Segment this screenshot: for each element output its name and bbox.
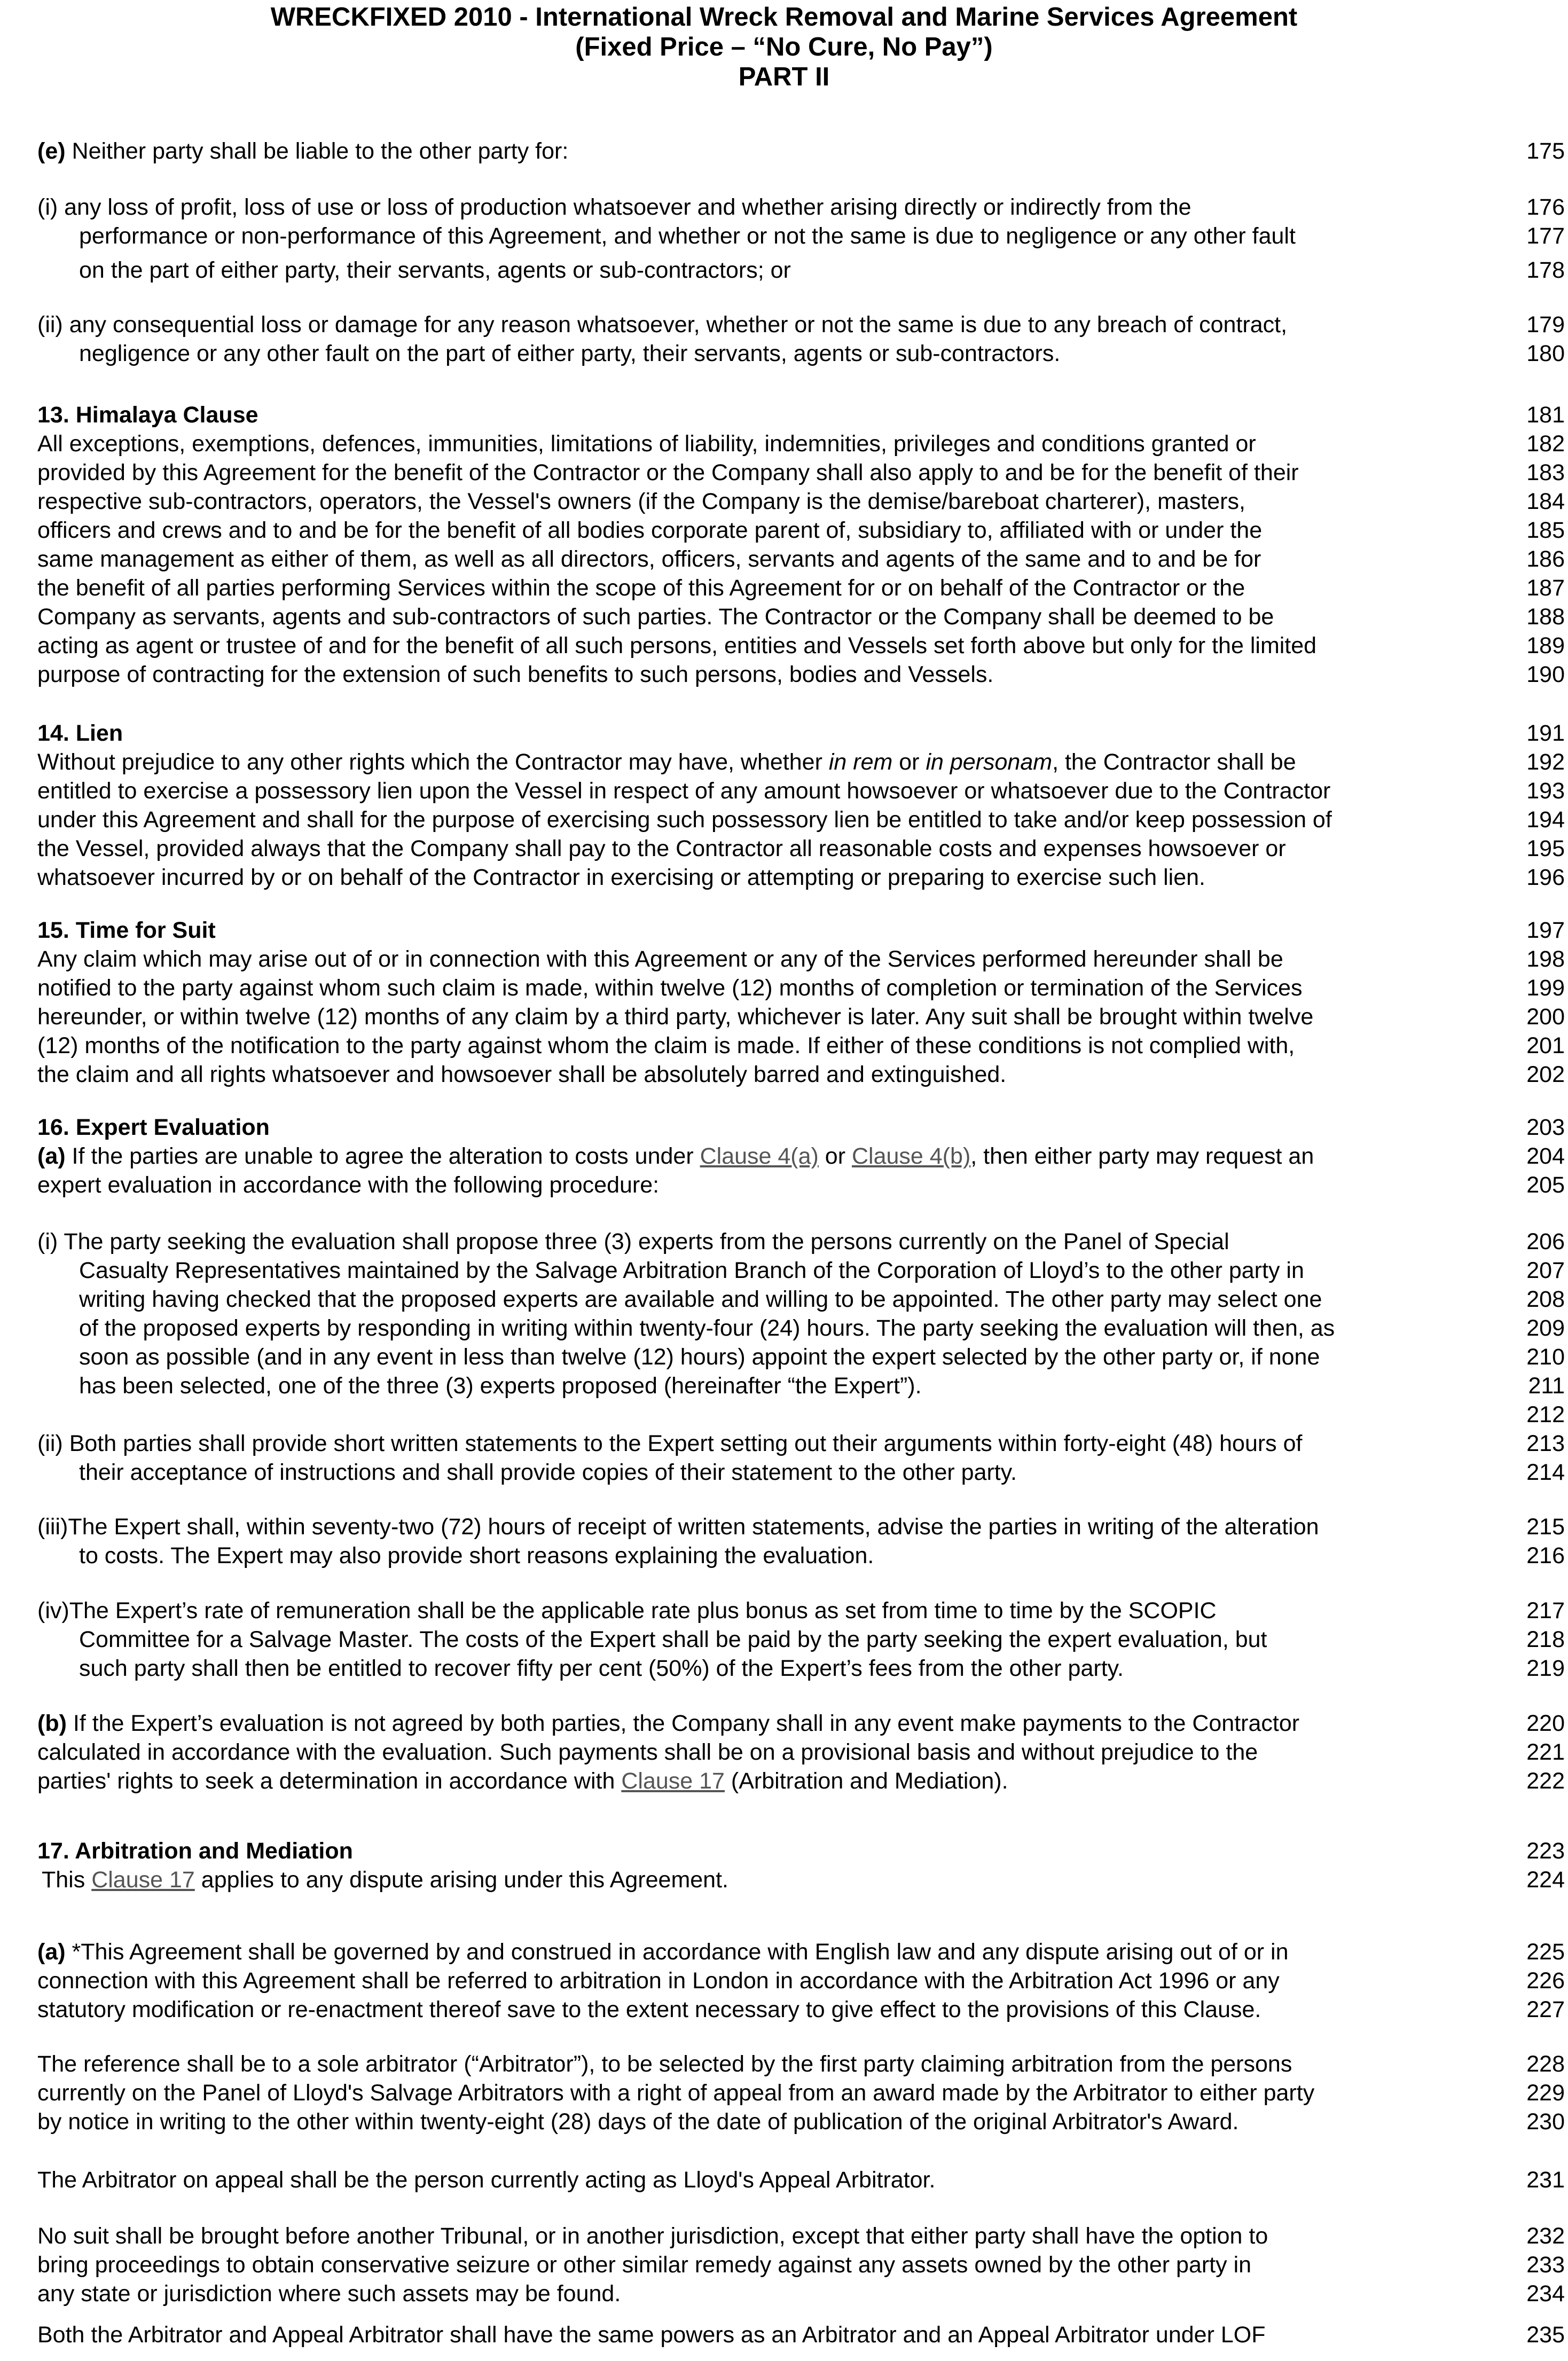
clause-15-line: hereunder, or within twelve (12) months of any claim by a third party, whichever is later. Any suit shall be brought within twelve [37,1004,1314,1030]
line-number: 235 [1526,2322,1565,2348]
clause-4b-link[interactable]: Clause 4(b) [852,1143,971,1169]
clause-17a-line: statutory modification or re-enactment thereof save to the extent necessary to give effect to the provisions of this Clause. [37,1997,1261,2022]
line-number: 233 [1526,2252,1565,2278]
line-number: 201 [1526,1033,1565,1058]
clause-13-heading: 13. Himalaya Clause [37,402,258,428]
clause-17a-text: *This Agreement shall be governed by and construed in accordance with English law and any dispute arising out of or in [65,1939,1289,1965]
clause-15-line: notified to the party against whom such claim is made, within twelve (12) months of completion or termination of the Services [37,975,1303,1001]
clause-13-line: officers and crews and to and be for the benefit of all bodies corporate parent of, subsidiary to, affiliated with or under the [37,517,1263,543]
clause-17a-line: connection with this Agreement shall be referred to arbitration in London in accordance with the Arbitration Act 1996 or any [37,1968,1280,1994]
clause-16b-label: (b) [37,1711,67,1736]
clause-14-in-rem: in rem [828,749,893,775]
clause-12e-ii-line: negligence or any other fault on the part of either party, their servants, agents or sub-contractors. [79,341,1061,366]
line-number: 212 [1526,1402,1565,1427]
clause-17-link[interactable]: Clause 17 [91,1867,195,1893]
clause-17a-line [37,1939,1517,1965]
clause-14-line: entitled to exercise a possessory lien upon the Vessel in respect of any amount howsoever or whatsoever due to the Contractor [37,778,1331,804]
line-number: 220 [1526,1711,1565,1736]
clause-14-line: whatsoever incurred by or on behalf of the Contractor in exercising or attempting or preparing to exercise such lien. [37,865,1205,890]
clause-16a-text: , then either party may request an [970,1143,1314,1169]
line-number: 215 [1526,1514,1565,1540]
line-number: 178 [1526,257,1565,283]
clause-16a-i-line: Casualty Representatives maintained by the Salvage Arbitration Branch of the Corporation of Lloyd’s to the other party in [79,1258,1304,1283]
clause-15-line: Any claim which may arise out of or in connection with this Agreement or any of the Services performed hereunder shall be [37,946,1283,972]
clause-16a-i-line: (i) The party seeking the evaluation shall propose three (3) experts from the persons currently on the Panel of Special [37,1229,1229,1254]
clause-16a-label: (a) [37,1143,66,1169]
line-number: 230 [1526,2109,1565,2135]
clause-16a-line: expert evaluation in accordance with the following procedure: [37,1172,660,1198]
line-number: 191 [1526,720,1565,746]
clause-16b-text: (Arbitration and Mediation). [724,1768,1008,1794]
line-number: 214 [1526,1460,1565,1485]
clause-12e-intro-text: Neither party shall be liable to the other party for: [65,138,569,164]
clause-13-line: Company as servants, agents and sub-contractors of such parties. The Contractor or the Company shall be deemed to be [37,604,1274,630]
line-number: 222 [1526,1768,1565,1794]
clause-4a-link[interactable]: Clause 4(a) [700,1143,819,1169]
clause-16a-i-line: writing having checked that the proposed experts are available and willing to be appointed. The other party may select one [79,1287,1322,1312]
line-number: 181 [1526,402,1565,428]
clause-13-line: All exceptions, exemptions, defences, immunities, limitations of liability, indemnities, privileges and conditions granted or [37,431,1256,457]
clause-17a-label: (a) [37,1939,66,1965]
clause-16a-iii-line: (iii)The Expert shall, within seventy-two (72) hours of receipt of written statements, advise the parties in writing of the alteration [37,1514,1319,1540]
clause-14-text: , the Contractor shall be [1052,749,1296,775]
clause-14-heading: 14. Lien [37,720,123,746]
line-number: 176 [1526,194,1565,220]
line-number: 198 [1526,946,1565,972]
clause-16a-ii-line: (ii) Both parties shall provide short written statements to the Expert setting out their arguments within forty-eight (48) hours of [37,1431,1303,1456]
clause-14-text: Without prejudice to any other rights which the Contractor may have, whether [37,749,829,775]
document-subtitle: (Fixed Price – “No Cure, No Pay”) [575,33,993,61]
clause-15-line: (12) months of the notification to the party against whom the claim is made. If either of these conditions is not complied with, [37,1033,1295,1058]
clause-16a-iv-line: Committee for a Salvage Master. The costs of the Expert shall be paid by the party seeking the expert evaluation, but [79,1627,1267,1652]
clause-13-line: same management as either of them, as well as all directors, officers, servants and agents of the same and to and be for [37,546,1261,572]
line-number: 184 [1526,489,1565,514]
line-number: 226 [1526,1968,1565,1994]
line-number: 210 [1526,1344,1565,1370]
clause-12e-label: (e) [37,138,66,164]
clause-15-line: the claim and all rights whatsoever and howsoever shall be absolutely barred and extinguished. [37,1062,1007,1087]
line-number: 227 [1526,1997,1565,2022]
clause-14-line: the Vessel, provided always that the Company shall pay to the Contractor all reasonable costs and expenses howsoever or [37,836,1286,861]
line-number: 217 [1526,1598,1565,1623]
clause-16a-text: If the parties are unable to agree the alteration to costs under [65,1143,700,1169]
line-number: 211 [1528,1373,1565,1399]
clause-16b-line: calculated in accordance with the evaluation. Such payments shall be on a provisional basis and without prejudice to the [37,1739,1258,1765]
clause-16a-iv-line: (iv)The Expert’s rate of remuneration shall be the applicable rate plus bonus as set from time to time by the SCOPIC [37,1598,1217,1623]
clause-17-suit-line: any state or jurisdiction where such assets may be found. [37,2281,621,2307]
clause-17-intro-text: This [42,1867,92,1893]
clause-16a-i-line: soon as possible (and in any event in less than twelve (12) hours) appoint the expert selected by the other party or, if none [79,1344,1320,1370]
clause-14-text: or [892,749,926,775]
clause-15-heading: 15. Time for Suit [37,917,216,943]
line-number: 219 [1526,1656,1565,1681]
line-number: 186 [1526,546,1565,572]
clause-17-powers-line: Both the Arbitrator and Appeal Arbitrator shall have the same powers as an Arbitrator and an Appeal Arbitrator under LOF [37,2322,1266,2348]
line-number: 197 [1526,917,1565,943]
line-number: 185 [1526,517,1565,543]
line-number: 182 [1526,431,1565,457]
clause-12e-intro [37,138,1517,164]
line-number: 225 [1526,1939,1565,1965]
clause-17-suit-line: No suit shall be brought before another Tribunal, or in another jurisdiction, except that either party shall have the option to [37,2223,1268,2249]
clause-17-heading: 17. Arbitration and Mediation [37,1838,353,1864]
clause-13-line: the benefit of all parties performing Services within the scope of this Agreement for or on behalf of the Contractor or the [37,575,1245,601]
clause-14-line [37,749,1517,775]
line-number: 187 [1526,575,1565,601]
line-number: 190 [1526,662,1565,687]
line-number: 234 [1526,2281,1565,2307]
clause-17-appeal-line: The Arbitrator on appeal shall be the person currently acting as Lloyd's Appeal Arbitrator. [37,2167,936,2193]
clause-16a-text: or [818,1143,852,1169]
line-number: 206 [1526,1229,1565,1254]
line-number: 175 [1526,138,1565,164]
clause-12e-ii-line: (ii) any consequential loss or damage for any reason whatsoever, whether or not the same is due to any breach of contract, [37,312,1288,338]
line-number: 216 [1526,1543,1565,1568]
line-number: 205 [1526,1172,1565,1198]
line-number: 203 [1526,1115,1565,1140]
clause-14-in-personam: in personam [926,749,1053,775]
clause-17-intro [42,1866,1521,1893]
clause-13-line: acting as agent or trustee of and for the benefit of all such persons, entities and Vessels set forth above but only for the limited [37,633,1317,658]
clause-16a-line [37,1143,1517,1170]
line-number: 199 [1526,975,1565,1001]
clause-16b-line [37,1710,1517,1737]
clause-13-line: purpose of contracting for the extension of such benefits to such persons, bodies and Vessels. [37,662,994,687]
line-number: 228 [1526,2051,1565,2077]
line-number: 183 [1526,460,1565,485]
line-number: 193 [1526,778,1565,804]
clause-16a-i-line: has been selected, one of the three (3) experts proposed (hereinafter “the Expert”). [79,1373,922,1399]
line-number: 229 [1526,2080,1565,2106]
clause-12e-i-line: on the part of either party, their servants, agents or sub-contractors; or [79,257,791,283]
line-number: 232 [1526,2223,1565,2249]
line-number: 224 [1526,1867,1565,1893]
document-part: PART II [738,62,830,91]
line-number: 218 [1526,1627,1565,1652]
clause-17-reference-line: The reference shall be to a sole arbitrator (“Arbitrator”), to be selected by the first party claiming arbitration from the persons [37,2051,1292,2077]
clause-17-intro-text: applies to any dispute arising under this Agreement. [194,1867,728,1893]
line-number: 180 [1526,341,1565,366]
line-number: 204 [1526,1143,1565,1169]
clause-17-reference-line: by notice in writing to the other within twenty-eight (28) days of the date of publication of the original Arbitrator's Award. [37,2109,1239,2135]
line-number: 209 [1526,1315,1565,1341]
clause-12e-i-line: performance or non-performance of this Agreement, and whether or not the same is due to negligence or any other fault [79,223,1296,249]
line-number: 189 [1526,633,1565,658]
clause-17-suit-line: bring proceedings to obtain conservative seizure or other similar remedy against any assets owned by the other party in [37,2252,1252,2278]
clause-16b-text: parties' rights to seek a determination in accordance with [37,1768,622,1794]
line-number: 202 [1526,1062,1565,1087]
clause-16a-i-line: of the proposed experts by responding in writing within twenty-four (24) hours. The party seeking the evaluation will then, as [79,1315,1335,1341]
line-number: 207 [1526,1258,1565,1283]
clause-17-reference-line: currently on the Panel of Lloyd's Salvage Arbitrators with a right of appeal from an award made by the Arbitrator to either party [37,2080,1315,2106]
line-number: 200 [1526,1004,1565,1030]
line-number: 188 [1526,604,1565,630]
line-number: 179 [1526,312,1565,338]
line-number: 223 [1526,1838,1565,1864]
clause-13-line: respective sub-contractors, operators, the Vessel's owners (if the Company is the demise/bareboat charterer), masters, [37,489,1245,514]
line-number: 177 [1526,223,1565,249]
clause-16a-iv-line: such party shall then be entitled to recover fifty per cent (50%) of the Expert’s fees from the other party. [79,1656,1124,1681]
line-number: 192 [1526,749,1565,775]
line-number: 213 [1526,1431,1565,1456]
line-number: 196 [1526,865,1565,890]
line-number: 231 [1526,2167,1565,2193]
clause-16-heading: 16. Expert Evaluation [37,1115,270,1140]
line-number: 195 [1526,836,1565,861]
clause-16a-ii-line: their acceptance of instructions and shall provide copies of their statement to the other party. [79,1460,1017,1485]
clause-16b-line [37,1768,1517,1794]
line-number: 194 [1526,807,1565,833]
clause-16b-text: If the Expert’s evaluation is not agreed by both parties, the Company shall in any event make payments to the Contractor [66,1711,1300,1736]
clause-13-line: provided by this Agreement for the benefit of the Contractor or the Company shall also apply to and be for the benefit of their [37,460,1299,485]
document-title: WRECKFIXED 2010 - International Wreck Removal and Marine Services Agreement [270,3,1298,32]
clause-14-line: under this Agreement and shall for the purpose of exercising such possessory lien be entitled to take and/or keep possession of [37,807,1332,833]
line-number: 221 [1526,1739,1565,1765]
clause-12e-i-line: (i) any loss of profit, loss of use or loss of production whatsoever and whether arising directly or indirectly from the [37,194,1191,220]
line-number: 208 [1526,1287,1565,1312]
clause-17-link[interactable]: Clause 17 [621,1768,725,1794]
clause-16a-iii-line: to costs. The Expert may also provide short reasons explaining the evaluation. [79,1543,874,1568]
